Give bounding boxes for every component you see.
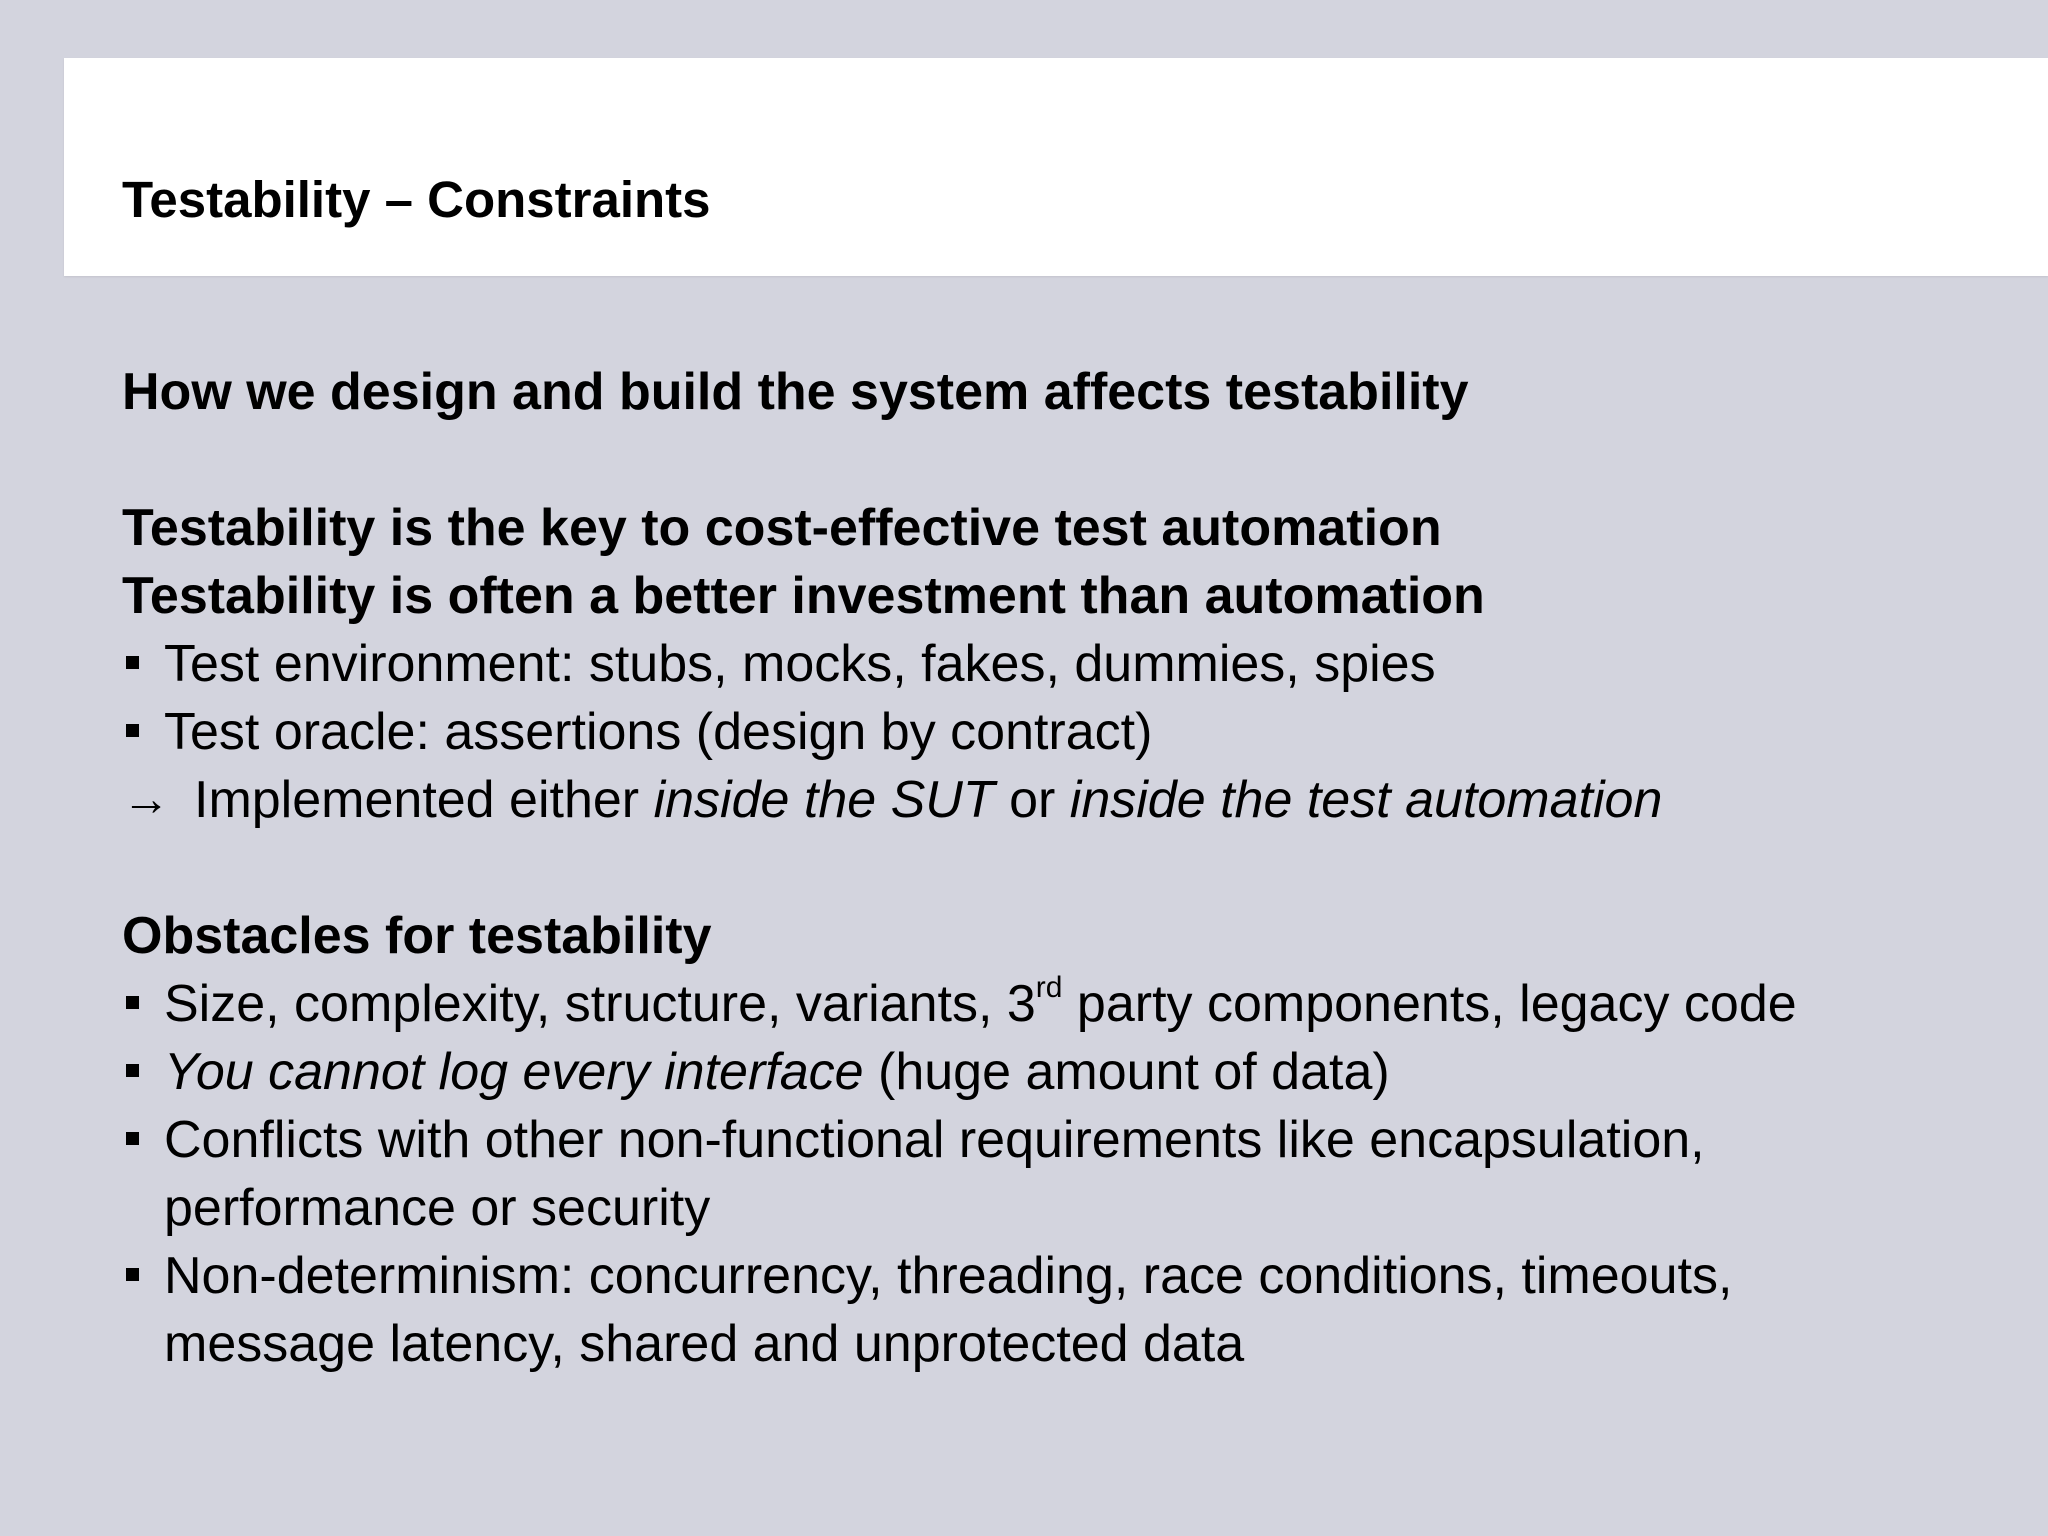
- slide-title: Testability – Constraints: [122, 171, 711, 228]
- list-item-size: [122, 970, 2002, 1038]
- obstacle-1-before: Size, complexity, structure, variants, 3: [164, 975, 1036, 1033]
- bullet-square-icon: [126, 996, 139, 1009]
- spacer: [122, 834, 2002, 902]
- list-item-test-oracle: [122, 698, 2002, 766]
- obstacle-4-line-2: message latency, shared and unprotected data: [164, 1315, 1245, 1373]
- obstacles-heading: Obstacles for testability: [122, 907, 712, 965]
- obstacle-1-after: party components, legacy code: [1062, 975, 1797, 1033]
- obstacle-2-emphasis: You cannot log every interface: [164, 1043, 864, 1101]
- list-item-test-environment: [122, 630, 2002, 698]
- list-item-conflicts: [122, 1106, 2002, 1174]
- bullet-square-icon: [126, 1064, 139, 1077]
- obstacle-1-superscript: rd: [1035, 971, 1063, 1004]
- title-bar: [64, 58, 2048, 276]
- slide-content: [122, 358, 2002, 1378]
- implemented-emphasis-sut: inside the SUT: [653, 771, 995, 829]
- implemented-line: [122, 766, 2002, 834]
- bullet-square-icon: [126, 724, 139, 737]
- obstacle-2-rest: (huge amount of data): [863, 1043, 1390, 1101]
- heading-design: How we design and build the system affects testability: [122, 363, 1469, 421]
- spacer: [122, 426, 2002, 494]
- key-line-1: Testability is the key to cost-effective test automation: [122, 499, 1442, 557]
- bullet-square-icon: [126, 656, 139, 669]
- obstacle-3-line-2: performance or security: [164, 1179, 711, 1237]
- key-line-2: Testability is often a better investment than automation: [122, 567, 1485, 625]
- arrow-right-icon: →: [122, 773, 170, 826]
- list-item-non-determinism: [122, 1242, 2002, 1310]
- list-item-text: Test environment: stubs, mocks, fakes, dummies, spies: [164, 635, 1436, 693]
- list-item-log: [122, 1038, 2002, 1106]
- list-item-text: Test oracle: assertions (design by contract): [164, 703, 1153, 761]
- obstacle-4-line-1: Non-determinism: concurrency, threading, race conditions, timeouts,: [164, 1247, 1733, 1305]
- implemented-mid: or: [994, 771, 1070, 829]
- implemented-prefix: Implemented either: [194, 771, 654, 829]
- bullet-square-icon: [126, 1132, 139, 1145]
- obstacle-3-line-1: Conflicts with other non-functional requirements like encapsulation,: [164, 1111, 1705, 1169]
- bullet-square-icon: [126, 1268, 139, 1281]
- implemented-emphasis-automation: inside the test automation: [1069, 771, 1663, 829]
